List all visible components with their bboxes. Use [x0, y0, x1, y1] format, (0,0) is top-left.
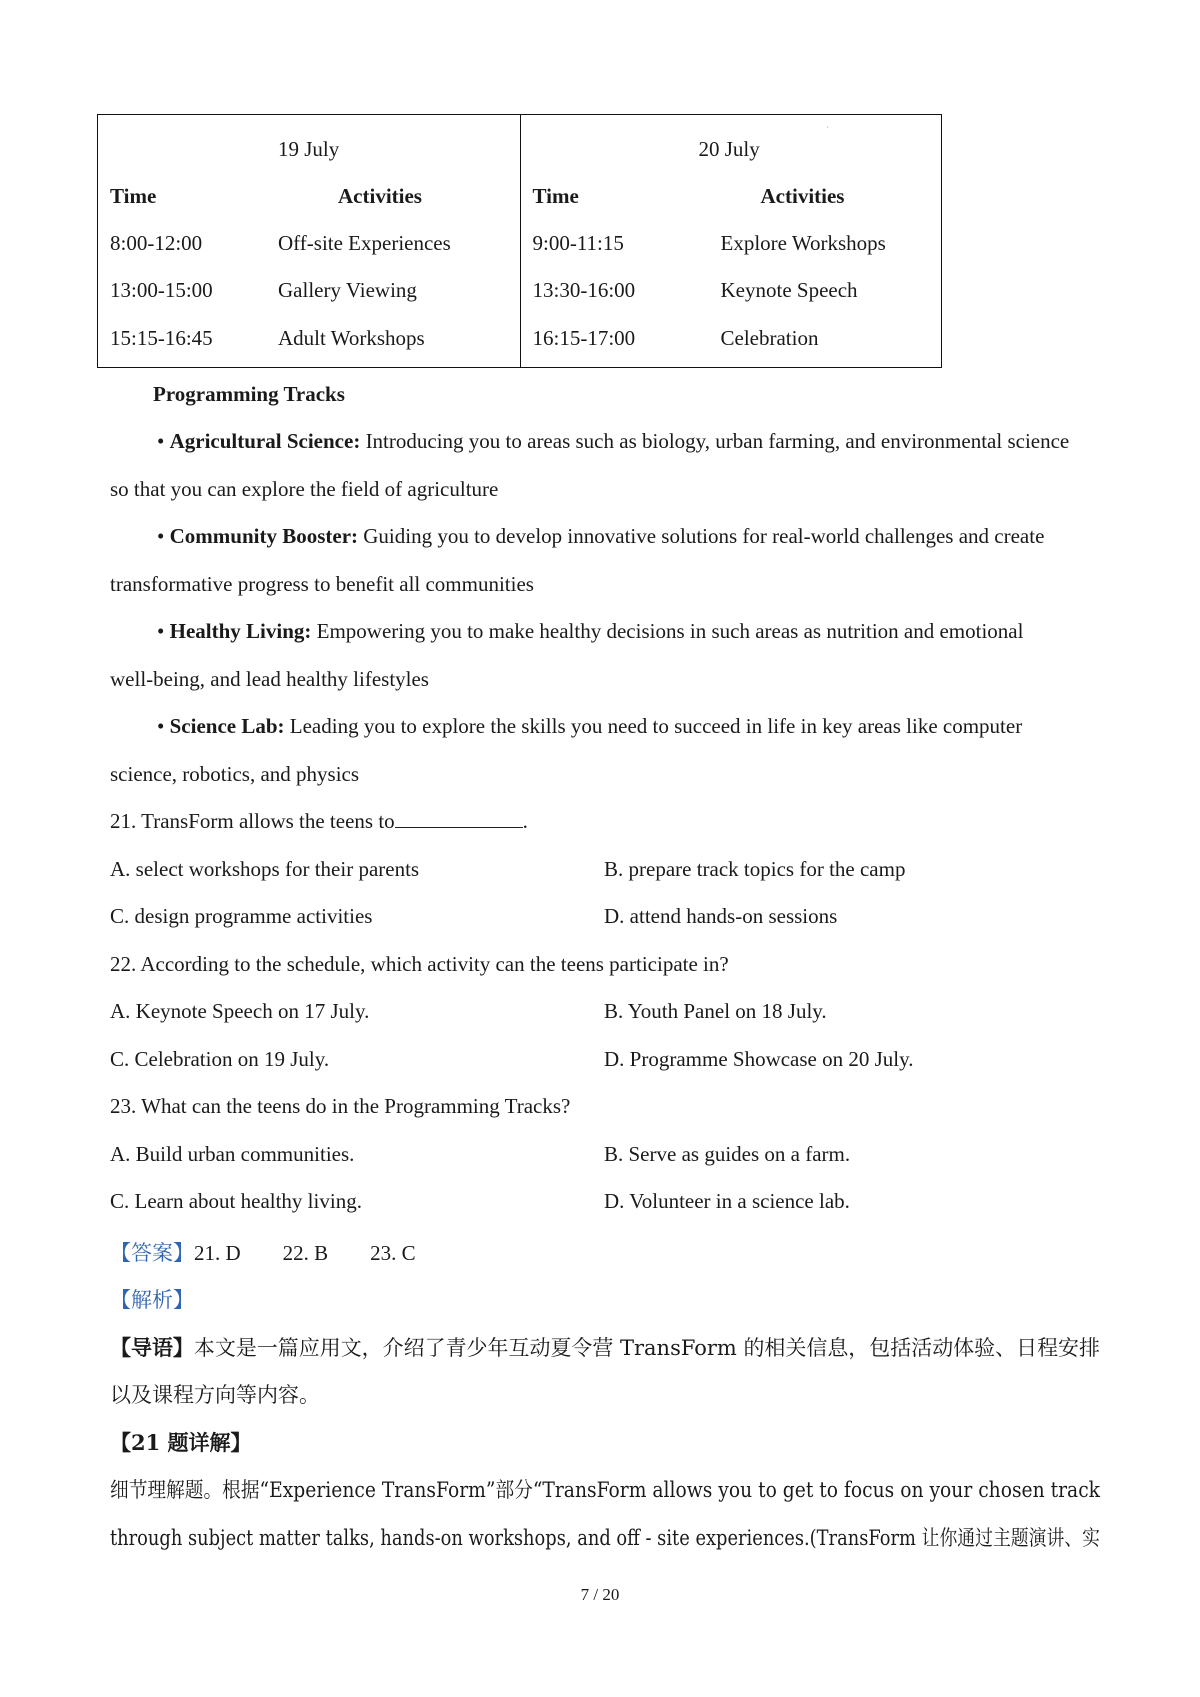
schedule-activity: Gallery Viewing [278, 278, 417, 302]
schedule-time: 13:00-15:00 [110, 278, 213, 302]
detail-21-text-cont: through subject matter talks, hands-on workshops, and off - site experiences.(TransForm 让你通过主题演讲、实 [110, 1526, 1100, 1550]
track-item [157, 524, 1044, 549]
schedule-table [97, 114, 942, 368]
question-23: 23. What can the teens do in the Programming Tracks? [110, 1094, 571, 1118]
schedule-time: 8:00-12:00 [110, 231, 203, 255]
option: A. select workshops for their parents [110, 857, 420, 881]
question-21: 21. TransForm allows the teens to . [110, 809, 528, 833]
schedule-activity: Keynote Speech [720, 278, 858, 302]
option: C. Celebration on 19 July. [110, 1047, 330, 1071]
intro-line [110, 1332, 1100, 1362]
track-desc: Empowering you to make healthy decisions in such areas as nutrition and emotional [316, 619, 1024, 643]
day-title: 20 July [698, 137, 760, 161]
time-header: Time [532, 184, 579, 208]
track-item [157, 429, 1069, 454]
option: D. Volunteer in a science lab. [604, 1189, 850, 1213]
option: C. design programme activities [110, 904, 373, 928]
day-title: 19 July [278, 137, 340, 161]
question-22: 22. According to the schedule, which activity can the teens participate in? [110, 952, 729, 976]
schedule-day-19-july [98, 115, 520, 367]
schedule-day-20-july [520, 115, 942, 367]
track-name: Science Lab: [169, 714, 285, 738]
detail-21-label: 【21 题详解】 [110, 1430, 252, 1455]
track-desc-cont: transformative progress to benefit all communities [110, 572, 534, 596]
activities-header: Activities [760, 184, 845, 208]
bullet: • [157, 524, 165, 548]
schedule-activity: Celebration [720, 326, 819, 350]
track-desc: Guiding you to develop innovative solutions for real-world challenges and create [363, 524, 1045, 548]
track-desc-cont: science, robotics, and physics [110, 762, 360, 786]
schedule-time: 13:30-16:00 [532, 278, 636, 302]
option: D. attend hands-on sessions [604, 904, 838, 928]
track-desc: Introducing you to areas such as biology, urban farming, and environmental science [365, 429, 1070, 453]
answer-values: 21. D 22. B 23. C [194, 1241, 416, 1265]
question-stem: 21. TransForm allows the teens to [110, 809, 395, 833]
answer-label: 【答案】 [110, 1241, 194, 1265]
bullet: • [157, 429, 165, 453]
intro-text: 本文是一篇应用文，介绍了青少年互动夏令营 TransForm 的相关信息，包括活动体验、日程安排 [193, 1336, 1100, 1360]
activities-header: Activities [338, 184, 422, 208]
intro-text-cont: 以及课程方向等内容。 [110, 1383, 320, 1407]
option: B. Serve as guides on a farm. [604, 1142, 851, 1166]
option: D. Programme Showcase on 20 July. [604, 1047, 914, 1071]
track-desc: Leading you to explore the skills you need to succeed in life in key areas like computer [289, 714, 1023, 738]
schedule-time: 16:15-17:00 [532, 326, 636, 350]
answer-line [110, 1237, 416, 1267]
bullet: • [157, 714, 165, 738]
schedule-activity: Adult Workshops [278, 326, 425, 350]
schedule-time: 9:00-11:15 [532, 231, 624, 255]
tracks-heading: Programming Tracks [153, 382, 345, 406]
schedule-time: 15:15-16:45 [110, 326, 213, 350]
intro-label: 【导语】 [110, 1335, 194, 1360]
option: B. prepare track topics for the camp [604, 857, 906, 881]
page-number: 7 / 20 [580, 1585, 620, 1604]
bullet: • [157, 619, 165, 643]
time-header: Time [110, 184, 157, 208]
detail-21-text: 细节理解题。根据“Experience TransForm”部分“TransForm allows you to get to focus on your chosen track [110, 1478, 1100, 1502]
answer-blank [395, 826, 523, 828]
schedule-activity: Explore Workshops [720, 231, 886, 255]
track-desc-cont: so that you can explore the field of agriculture [110, 477, 499, 501]
track-item [157, 619, 1023, 644]
track-name: Community Booster: [169, 524, 359, 548]
option: C. Learn about healthy living. [110, 1189, 362, 1213]
track-name: Agricultural Science: [169, 429, 361, 453]
track-item [157, 714, 1022, 739]
option: A. Build urban communities. [110, 1142, 355, 1166]
schedule-activity: Off-site Experiences [278, 231, 451, 255]
scan-speck: · [826, 123, 829, 132]
analysis-label: 【解析】 [110, 1288, 194, 1312]
option: B. Youth Panel on 18 July. [604, 999, 827, 1023]
track-desc-cont: well-being, and lead healthy lifestyles [110, 667, 429, 691]
track-name: Healthy Living: [169, 619, 312, 643]
option: A. Keynote Speech on 17 July. [110, 999, 370, 1023]
